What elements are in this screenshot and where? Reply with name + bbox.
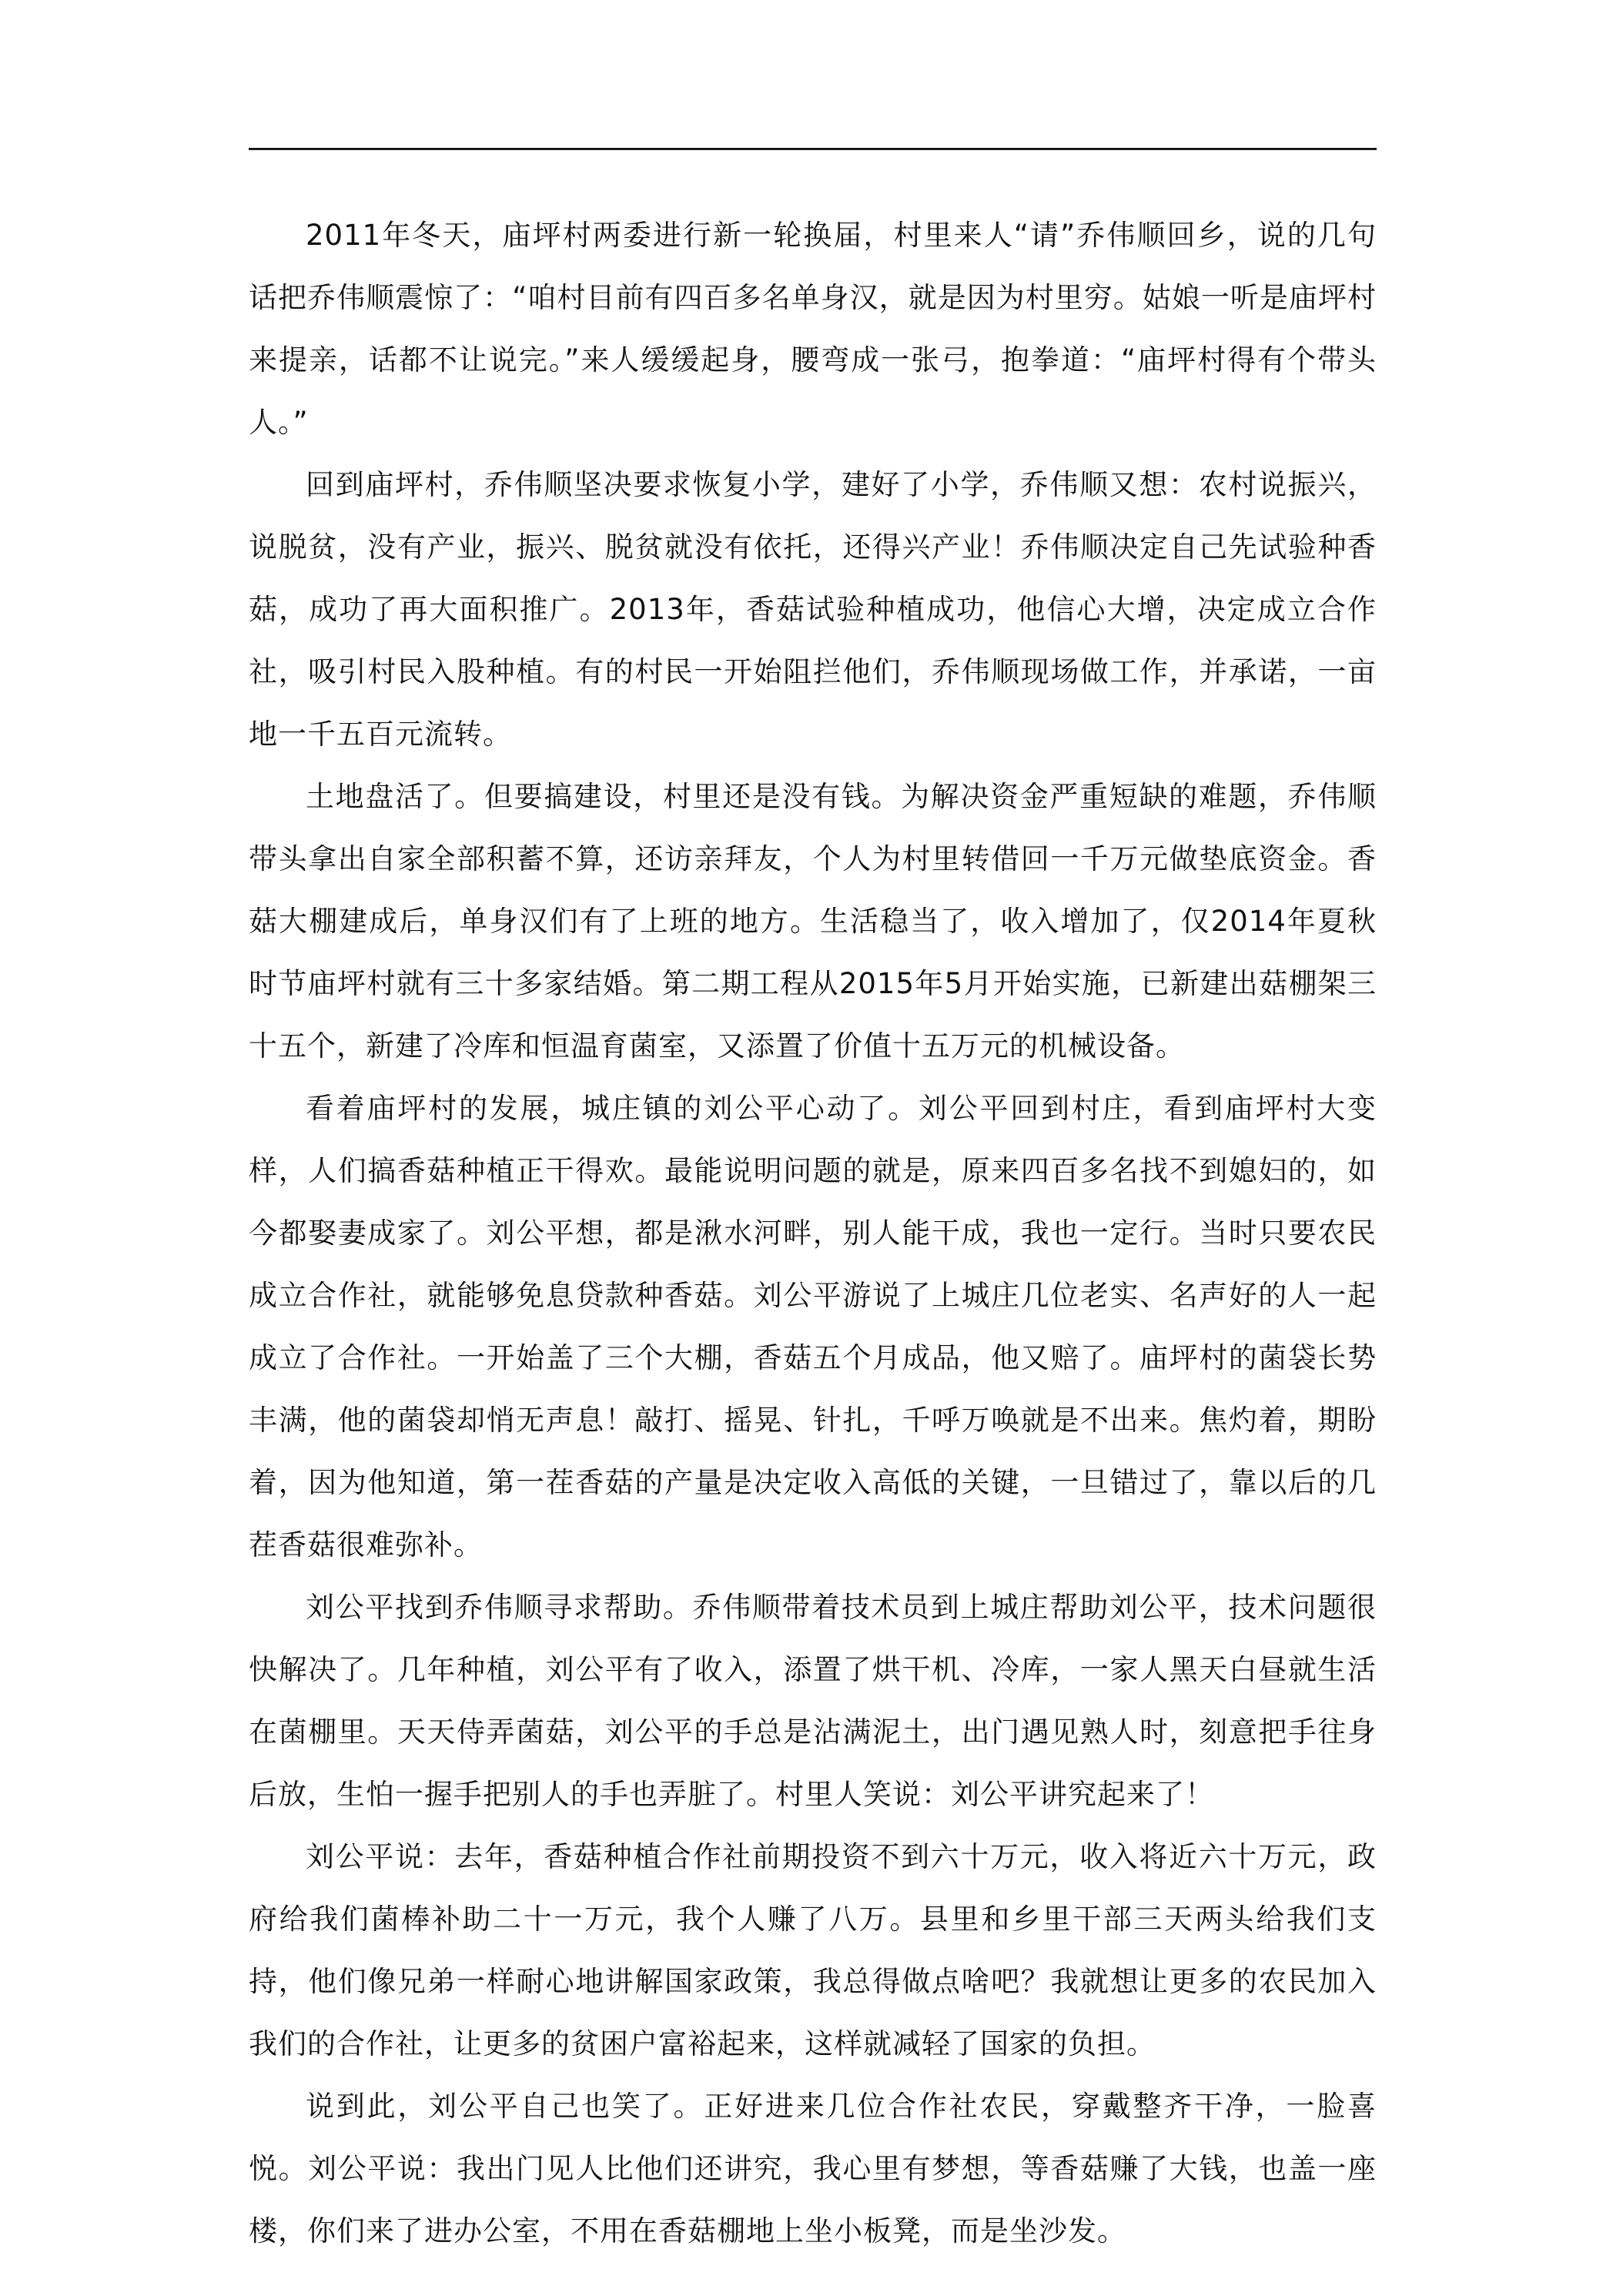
paragraph-6: 刘公平说：去年，香菇种植合作社前期投资不到六十万元，收入将近六十万元，政府给我们菌棒补助二十一万元，我个人赚了八万。县里和乡里干部三天两头给我们支持，他们像兄弟一样耐心地讲解国家政策，我总得做点啥吧？我就想让更多的农民加入我们的合作社，让更多的贫困户富裕起来，这样就减轻了国家的负担。 xyxy=(249,1840,1377,2060)
paragraph-1: 2011年冬天，庙坪村两委进行新一轮换届，村里来人“请”乔伟顺回乡，说的几句话把乔伟顺震惊了：“咱村目前有四百多名单身汉，就是因为村里穷。姑娘一听是庙坪村来提亲，话都不让说完。”来人缓缓起身，腰弯成一张弓，抱拳道：“庙坪村得有个带头人。” xyxy=(249,219,1377,439)
header-rule xyxy=(249,148,1377,150)
paragraph-3: 土地盘活了。但要搞建设，村里还是没有钱。为解决资金严重短缺的难题，乔伟顺带头拿出自家全部积蓄不算，还访亲拜友，个人为村里转借回一千万元做垫底资金。香菇大棚建成后，单身汉们有了上班的地方。生活稳当了，收入增加了，仅2014年夏秋时节庙坪村就有三十多家结婚。第二期工程从2015年5月开始实施，已新建出菇棚架三十五个，新建了冷库和恒温育菌室，又添置了价值十五万元的机械设备。 xyxy=(249,780,1377,1063)
article-body xyxy=(249,204,1377,2262)
paragraph-5: 刘公平找到乔伟顺寻求帮助。乔伟顺带着技术员到上城庄帮助刘公平，技术问题很快解决了。几年种植，刘公平有了收入，添置了烘干机、冷库，一家人黑天白昼就生活在菌棚里。天天侍弄菌菇，刘公平的手总是沾满泥土，出门遇见熟人时，刻意把手往身后放，生怕一握手把别人的手也弄脏了。村里人笑说：刘公平讲究起来了！ xyxy=(249,1591,1377,1811)
paragraph-7: 说到此，刘公平自己也笑了。正好进来几位合作社农民，穿戴整齐干净，一脸喜悦。刘公平说：我出门见人比他们还讲究，我心里有梦想，等香菇赚了大钱，也盖一座楼，你们来了进办公室，不用在香菇棚地上坐小板凳，而是坐沙发。 xyxy=(249,2090,1377,2247)
paragraph-4: 看着庙坪村的发展，城庄镇的刘公平心动了。刘公平回到村庄，看到庙坪村大变样，人们搞香菇种植正干得欢。最能说明问题的就是，原来四百多名找不到媳妇的，如今都娶妻成家了。刘公平想，都是湫水河畔，别人能干成，我也一定行。当时只要农民成立合作社，就能够免息贷款种香菇。刘公平游说了上城庄几位老实、名声好的人一起成立了合作社。一开始盖了三个大棚，香菇五个月成品，他又赔了。庙坪村的菌袋长势丰满，他的菌袋却悄无声息！敲打、摇晃、针扎，千呼万唤就是不出来。焦灼着，期盼着，因为他知道，第一茬香菇的产量是决定收入高低的关键，一旦错过了，靠以后的几茬香菇很难弥补。 xyxy=(249,1092,1377,1561)
paragraph-2: 回到庙坪村，乔伟顺坚决要求恢复小学，建好了小学，乔伟顺又想：农村说振兴，说脱贫，没有产业，振兴、脱贫就没有依托，还得兴产业！乔伟顺决定自己先试验种香菇，成功了再大面积推广。2013年，香菇试验种植成功，他信心大增，决定成立合作社，吸引村民入股种植。有的村民一开始阻拦他们，乔伟顺现场做工作，并承诺，一亩地一千五百元流转。 xyxy=(249,468,1377,751)
